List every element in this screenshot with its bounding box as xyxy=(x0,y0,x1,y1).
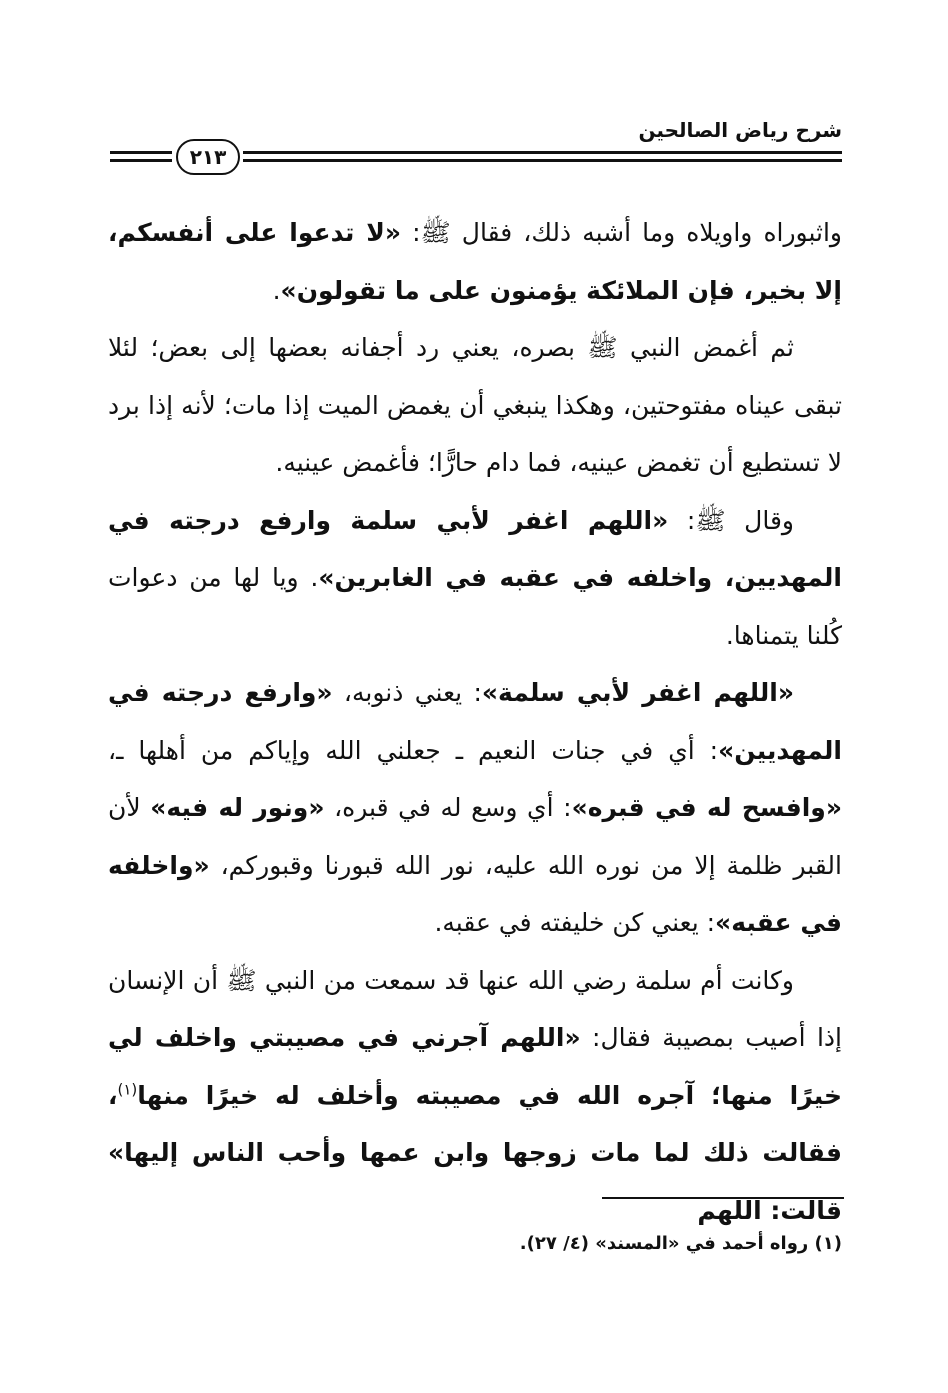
quote-3: «وافسح له في قبره» xyxy=(571,793,842,822)
paragraph-5 xyxy=(108,952,842,1240)
explanation-4: لأن القبر ظلمة إلا من نوره الله عليه، نور الله قبورنا وقبوركم، xyxy=(108,793,842,880)
footnote-reference[interactable]: (١) xyxy=(117,1080,138,1099)
header-rule-right xyxy=(243,151,842,162)
paragraph-3-text: وقال ﷺ: xyxy=(668,505,794,535)
dua-quote: «اللهم اغفر لأبي سلمة وارفع درجته في المهديين، واخلفه في عقبه في الغابرين» xyxy=(108,505,842,592)
running-header-title: شرح رياض الصالحين xyxy=(638,118,842,142)
header-rule-left xyxy=(110,151,172,162)
paragraph-5-end: » قالت: اللهم xyxy=(108,1138,842,1225)
explanation-3: : أي وسع له في قبره، xyxy=(324,793,572,822)
page-number-badge xyxy=(176,139,240,175)
paragraph-5-text: وكانت أم سلمة رضي الله عنها قد سمعت من النبي ﷺ أن الإنسان إذا أصيب بمصيبة فقال: xyxy=(108,965,842,1052)
explanation-2: : أي في جنات النعيم ـ جعلني الله وإياكم من أهلها ـ، xyxy=(108,735,719,765)
quote-1: «اللهم اغفر لأبي سلمة» xyxy=(481,678,794,707)
paragraph-1-text: واثبوراه واويلاه وما أشبه ذلك، فقال ﷺ: xyxy=(401,218,842,247)
footnote: (١) رواه أحمد في «المسند» (٤/ ٢٧). xyxy=(519,1233,842,1254)
main-text xyxy=(108,204,842,1239)
paragraph-3-comment: . ويا لها من دعوات كُلنا يتمناها. xyxy=(108,563,842,650)
page-number: ٢١٣ xyxy=(189,145,227,169)
quote-2: «وارفع درجته في المهديين» xyxy=(108,678,842,765)
paragraph-1-end: . xyxy=(272,275,281,305)
footnote-separator xyxy=(602,1197,844,1199)
paragraph-5-narration: ، فقالت ذلك لما مات زوجها وابن عمها وأحب الناس إليها xyxy=(108,1080,842,1167)
hadith-quote: «لا تدعوا على أنفسكم، إلا بخير، فإن الملائكة يؤمنون على ما تقولون» xyxy=(108,218,842,305)
quote-4: «ونور له فيه» xyxy=(150,793,325,822)
quote-5: «واخلفه في عقبه» xyxy=(108,850,842,937)
dua-quote-2: «اللهم آجرني في مصيبتي واخلف لي خيرًا منها؛ آجره الله في مصيبته وأخلف له خيرًا منها xyxy=(108,1023,842,1110)
explanation-1: : يعني ذنوبه، xyxy=(332,678,482,707)
paragraph-1 xyxy=(108,204,842,319)
paragraph-3 xyxy=(108,492,842,665)
paragraph-2 xyxy=(108,319,842,492)
paragraph-4 xyxy=(108,664,842,952)
paragraph-2-text: ثم أغمض النبي ﷺ بصره، يعني رد أجفانه بعضها إلى بعض؛ لئلا تبقى عيناه مفتوحتين، وهكذا ينبغي أن يغمض الميت إذا مات؛ لأنه إذا برد لا تستطيع أن تغمض عينيه، فما دام حارًّا؛ فأغمض عينيه. xyxy=(108,333,842,477)
explanation-5: : يعني كن خليفته في عقبه. xyxy=(434,908,716,937)
